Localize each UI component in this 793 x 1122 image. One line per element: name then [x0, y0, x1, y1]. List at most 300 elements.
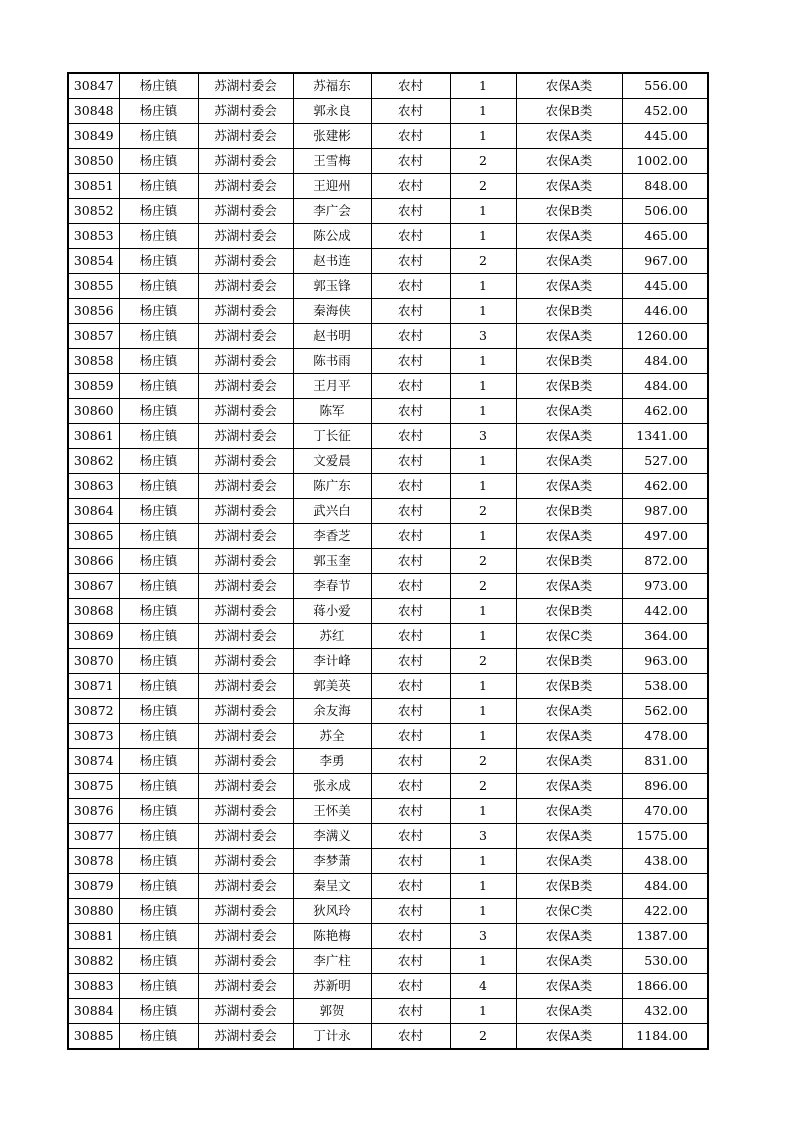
- cell-household-type: 农村: [371, 374, 450, 399]
- cell-id: 30857: [68, 324, 119, 349]
- cell-household-type: 农村: [371, 549, 450, 574]
- table-row: [68, 99, 708, 124]
- cell-village: 苏湖村委会: [198, 524, 293, 549]
- cell-name: 郭贺: [293, 999, 371, 1024]
- cell-category: 农保A类: [516, 974, 622, 999]
- cell-id: 30861: [68, 424, 119, 449]
- cell-village: 苏湖村委会: [198, 499, 293, 524]
- cell-name: 李计峰: [293, 649, 371, 674]
- table-row: [68, 949, 708, 974]
- cell-id: 30884: [68, 999, 119, 1024]
- cell-household-type: 农村: [371, 724, 450, 749]
- cell-household-type: 农村: [371, 274, 450, 299]
- cell-amount: 462.00: [622, 399, 708, 424]
- cell-id: 30881: [68, 924, 119, 949]
- table-row: [68, 774, 708, 799]
- cell-category: 农保A类: [516, 849, 622, 874]
- cell-category: 农保A类: [516, 324, 622, 349]
- cell-id: 30875: [68, 774, 119, 799]
- cell-town: 杨庄镇: [119, 949, 198, 974]
- table-row: [68, 149, 708, 174]
- cell-id: 30882: [68, 949, 119, 974]
- cell-id: 30868: [68, 599, 119, 624]
- cell-category: 农保A类: [516, 699, 622, 724]
- cell-amount: 478.00: [622, 724, 708, 749]
- cell-name: 苏全: [293, 724, 371, 749]
- cell-id: 30862: [68, 449, 119, 474]
- cell-amount: 445.00: [622, 274, 708, 299]
- cell-household-type: 农村: [371, 699, 450, 724]
- cell-village: 苏湖村委会: [198, 649, 293, 674]
- cell-town: 杨庄镇: [119, 324, 198, 349]
- cell-name: 陈军: [293, 399, 371, 424]
- cell-household-type: 农村: [371, 749, 450, 774]
- cell-category: 农保B类: [516, 374, 622, 399]
- cell-amount: 452.00: [622, 99, 708, 124]
- cell-town: 杨庄镇: [119, 474, 198, 499]
- cell-category: 农保A类: [516, 1024, 622, 1050]
- cell-village: 苏湖村委会: [198, 224, 293, 249]
- cell-village: 苏湖村委会: [198, 599, 293, 624]
- cell-count: 1: [450, 399, 516, 424]
- cell-id: 30873: [68, 724, 119, 749]
- cell-id: 30879: [68, 874, 119, 899]
- table-row: [68, 924, 708, 949]
- cell-town: 杨庄镇: [119, 624, 198, 649]
- cell-category: 农保C类: [516, 624, 622, 649]
- cell-household-type: 农村: [371, 924, 450, 949]
- cell-household-type: 农村: [371, 624, 450, 649]
- cell-village: 苏湖村委会: [198, 799, 293, 824]
- cell-amount: 530.00: [622, 949, 708, 974]
- cell-amount: 445.00: [622, 124, 708, 149]
- cell-count: 1: [450, 124, 516, 149]
- cell-village: 苏湖村委会: [198, 149, 293, 174]
- table-row: [68, 424, 708, 449]
- cell-id: 30872: [68, 699, 119, 724]
- cell-household-type: 农村: [371, 824, 450, 849]
- cell-household-type: 农村: [371, 174, 450, 199]
- cell-category: 农保A类: [516, 774, 622, 799]
- cell-id: 30871: [68, 674, 119, 699]
- cell-id: 30877: [68, 824, 119, 849]
- table-row: [68, 124, 708, 149]
- cell-id: 30863: [68, 474, 119, 499]
- cell-count: 1: [450, 374, 516, 399]
- cell-name: 武兴白: [293, 499, 371, 524]
- table-row: [68, 499, 708, 524]
- cell-count: 2: [450, 499, 516, 524]
- table-row: [68, 974, 708, 999]
- cell-category: 农保A类: [516, 399, 622, 424]
- cell-town: 杨庄镇: [119, 1024, 198, 1050]
- cell-category: 农保B类: [516, 874, 622, 899]
- cell-town: 杨庄镇: [119, 874, 198, 899]
- cell-id: 30848: [68, 99, 119, 124]
- cell-village: 苏湖村委会: [198, 374, 293, 399]
- cell-count: 1: [450, 99, 516, 124]
- cell-village: 苏湖村委会: [198, 999, 293, 1024]
- cell-town: 杨庄镇: [119, 599, 198, 624]
- cell-count: 1: [450, 999, 516, 1024]
- cell-household-type: 农村: [371, 499, 450, 524]
- cell-town: 杨庄镇: [119, 549, 198, 574]
- cell-town: 杨庄镇: [119, 424, 198, 449]
- cell-village: 苏湖村委会: [198, 249, 293, 274]
- cell-id: 30874: [68, 749, 119, 774]
- cell-household-type: 农村: [371, 199, 450, 224]
- cell-amount: 987.00: [622, 499, 708, 524]
- cell-amount: 1184.00: [622, 1024, 708, 1050]
- cell-id: 30870: [68, 649, 119, 674]
- table-row: [68, 574, 708, 599]
- cell-name: 蒋小爱: [293, 599, 371, 624]
- cell-town: 杨庄镇: [119, 449, 198, 474]
- cell-category: 农保C类: [516, 899, 622, 924]
- cell-category: 农保B类: [516, 649, 622, 674]
- cell-count: 2: [450, 549, 516, 574]
- table-row: [68, 249, 708, 274]
- cell-id: 30876: [68, 799, 119, 824]
- cell-name: 李春节: [293, 574, 371, 599]
- cell-amount: 963.00: [622, 649, 708, 674]
- cell-town: 杨庄镇: [119, 649, 198, 674]
- cell-town: 杨庄镇: [119, 349, 198, 374]
- cell-household-type: 农村: [371, 299, 450, 324]
- cell-name: 李香芝: [293, 524, 371, 549]
- cell-count: 3: [450, 324, 516, 349]
- cell-household-type: 农村: [371, 474, 450, 499]
- cell-category: 农保B类: [516, 499, 622, 524]
- cell-category: 农保A类: [516, 574, 622, 599]
- cell-town: 杨庄镇: [119, 999, 198, 1024]
- cell-town: 杨庄镇: [119, 524, 198, 549]
- cell-count: 2: [450, 749, 516, 774]
- cell-name: 赵书连: [293, 249, 371, 274]
- table-row: [68, 724, 708, 749]
- cell-id: 30885: [68, 1024, 119, 1050]
- cell-town: 杨庄镇: [119, 499, 198, 524]
- cell-count: 1: [450, 274, 516, 299]
- cell-village: 苏湖村委会: [198, 949, 293, 974]
- cell-village: 苏湖村委会: [198, 199, 293, 224]
- table-row: [68, 449, 708, 474]
- cell-category: 农保B类: [516, 674, 622, 699]
- cell-town: 杨庄镇: [119, 799, 198, 824]
- cell-count: 1: [450, 724, 516, 749]
- cell-village: 苏湖村委会: [198, 349, 293, 374]
- cell-village: 苏湖村委会: [198, 299, 293, 324]
- cell-id: 30855: [68, 274, 119, 299]
- cell-count: 2: [450, 649, 516, 674]
- cell-amount: 484.00: [622, 349, 708, 374]
- cell-name: 郭玉奎: [293, 549, 371, 574]
- cell-id: 30865: [68, 524, 119, 549]
- table-row: [68, 174, 708, 199]
- cell-count: 1: [450, 349, 516, 374]
- table-row: [68, 1024, 708, 1050]
- cell-town: 杨庄镇: [119, 974, 198, 999]
- cell-name: 丁计永: [293, 1024, 371, 1050]
- cell-amount: 1575.00: [622, 824, 708, 849]
- cell-id: 30864: [68, 499, 119, 524]
- cell-category: 农保A类: [516, 424, 622, 449]
- cell-id: 30860: [68, 399, 119, 424]
- table-row: [68, 224, 708, 249]
- cell-village: 苏湖村委会: [198, 624, 293, 649]
- cell-village: 苏湖村委会: [198, 824, 293, 849]
- cell-town: 杨庄镇: [119, 574, 198, 599]
- cell-town: 杨庄镇: [119, 749, 198, 774]
- cell-count: 1: [450, 699, 516, 724]
- cell-count: 1: [450, 474, 516, 499]
- cell-count: 1: [450, 899, 516, 924]
- cell-category: 农保A类: [516, 949, 622, 974]
- cell-household-type: 农村: [371, 73, 450, 99]
- cell-name: 赵书明: [293, 324, 371, 349]
- cell-name: 王迎州: [293, 174, 371, 199]
- cell-amount: 446.00: [622, 299, 708, 324]
- cell-category: 农保B类: [516, 549, 622, 574]
- cell-id: 30851: [68, 174, 119, 199]
- cell-amount: 438.00: [622, 849, 708, 874]
- cell-village: 苏湖村委会: [198, 974, 293, 999]
- cell-amount: 364.00: [622, 624, 708, 649]
- cell-village: 苏湖村委会: [198, 574, 293, 599]
- cell-amount: 470.00: [622, 799, 708, 824]
- cell-village: 苏湖村委会: [198, 749, 293, 774]
- cell-village: 苏湖村委会: [198, 474, 293, 499]
- cell-amount: 1002.00: [622, 149, 708, 174]
- cell-name: 张建彬: [293, 124, 371, 149]
- cell-village: 苏湖村委会: [198, 99, 293, 124]
- cell-category: 农保B类: [516, 199, 622, 224]
- cell-town: 杨庄镇: [119, 699, 198, 724]
- cell-category: 农保A类: [516, 474, 622, 499]
- cell-id: 30856: [68, 299, 119, 324]
- cell-count: 1: [450, 449, 516, 474]
- table-row: [68, 749, 708, 774]
- cell-category: 农保B类: [516, 99, 622, 124]
- cell-name: 李满义: [293, 824, 371, 849]
- cell-id: 30878: [68, 849, 119, 874]
- cell-id: 30858: [68, 349, 119, 374]
- table-row: [68, 624, 708, 649]
- cell-name: 王怀美: [293, 799, 371, 824]
- cell-count: 1: [450, 199, 516, 224]
- cell-count: 1: [450, 949, 516, 974]
- cell-village: 苏湖村委会: [198, 699, 293, 724]
- cell-name: 苏新明: [293, 974, 371, 999]
- cell-category: 农保A类: [516, 799, 622, 824]
- cell-village: 苏湖村委会: [198, 399, 293, 424]
- cell-household-type: 农村: [371, 249, 450, 274]
- cell-town: 杨庄镇: [119, 849, 198, 874]
- cell-name: 李梦萧: [293, 849, 371, 874]
- cell-category: 农保A类: [516, 749, 622, 774]
- cell-name: 李广会: [293, 199, 371, 224]
- table-row: [68, 549, 708, 574]
- cell-amount: 1866.00: [622, 974, 708, 999]
- cell-id: 30880: [68, 899, 119, 924]
- table-row: [68, 349, 708, 374]
- cell-household-type: 农村: [371, 324, 450, 349]
- table-row: [68, 999, 708, 1024]
- cell-category: 农保A类: [516, 124, 622, 149]
- cell-category: 农保A类: [516, 174, 622, 199]
- cell-count: 1: [450, 524, 516, 549]
- cell-town: 杨庄镇: [119, 249, 198, 274]
- cell-category: 农保A类: [516, 824, 622, 849]
- cell-name: 余友海: [293, 699, 371, 724]
- table-row: [68, 399, 708, 424]
- cell-id: 30859: [68, 374, 119, 399]
- cell-name: 王雪梅: [293, 149, 371, 174]
- table-row: [68, 73, 708, 99]
- cell-village: 苏湖村委会: [198, 174, 293, 199]
- cell-town: 杨庄镇: [119, 274, 198, 299]
- cell-count: 2: [450, 774, 516, 799]
- cell-count: 2: [450, 1024, 516, 1050]
- cell-count: 1: [450, 849, 516, 874]
- cell-household-type: 农村: [371, 399, 450, 424]
- cell-name: 丁长征: [293, 424, 371, 449]
- cell-name: 陈广东: [293, 474, 371, 499]
- cell-amount: 506.00: [622, 199, 708, 224]
- cell-village: 苏湖村委会: [198, 449, 293, 474]
- cell-name: 陈公成: [293, 224, 371, 249]
- cell-town: 杨庄镇: [119, 73, 198, 99]
- cell-household-type: 农村: [371, 224, 450, 249]
- table-row: [68, 299, 708, 324]
- cell-village: 苏湖村委会: [198, 549, 293, 574]
- cell-category: 农保A类: [516, 274, 622, 299]
- table-row: [68, 199, 708, 224]
- cell-count: 2: [450, 174, 516, 199]
- cell-household-type: 农村: [371, 599, 450, 624]
- cell-name: 苏福东: [293, 73, 371, 99]
- cell-amount: 556.00: [622, 73, 708, 99]
- cell-name: 郭玉锋: [293, 274, 371, 299]
- cell-count: 1: [450, 874, 516, 899]
- cell-town: 杨庄镇: [119, 374, 198, 399]
- cell-village: 苏湖村委会: [198, 124, 293, 149]
- cell-village: 苏湖村委会: [198, 724, 293, 749]
- table-row: [68, 899, 708, 924]
- cell-name: 文爱晨: [293, 449, 371, 474]
- cell-id: 30853: [68, 224, 119, 249]
- table-row: [68, 674, 708, 699]
- cell-town: 杨庄镇: [119, 774, 198, 799]
- cell-category: 农保A类: [516, 224, 622, 249]
- cell-village: 苏湖村委会: [198, 1024, 293, 1050]
- cell-village: 苏湖村委会: [198, 73, 293, 99]
- cell-count: 1: [450, 799, 516, 824]
- cell-town: 杨庄镇: [119, 199, 198, 224]
- cell-household-type: 农村: [371, 974, 450, 999]
- cell-name: 王月平: [293, 374, 371, 399]
- cell-count: 2: [450, 149, 516, 174]
- cell-household-type: 农村: [371, 874, 450, 899]
- cell-amount: 1387.00: [622, 924, 708, 949]
- cell-town: 杨庄镇: [119, 174, 198, 199]
- cell-count: 1: [450, 73, 516, 99]
- cell-name: 李广柱: [293, 949, 371, 974]
- cell-household-type: 农村: [371, 799, 450, 824]
- cell-village: 苏湖村委会: [198, 774, 293, 799]
- cell-amount: 497.00: [622, 524, 708, 549]
- cell-household-type: 农村: [371, 999, 450, 1024]
- cell-count: 1: [450, 299, 516, 324]
- cell-village: 苏湖村委会: [198, 874, 293, 899]
- cell-category: 农保A类: [516, 73, 622, 99]
- cell-household-type: 农村: [371, 899, 450, 924]
- cell-id: 30883: [68, 974, 119, 999]
- cell-amount: 967.00: [622, 249, 708, 274]
- table-row: [68, 374, 708, 399]
- cell-amount: 1260.00: [622, 324, 708, 349]
- cell-name: 陈书雨: [293, 349, 371, 374]
- cell-category: 农保B类: [516, 349, 622, 374]
- cell-id: 30869: [68, 624, 119, 649]
- cell-town: 杨庄镇: [119, 99, 198, 124]
- cell-count: 1: [450, 624, 516, 649]
- table-row: [68, 824, 708, 849]
- cell-name: 李勇: [293, 749, 371, 774]
- cell-town: 杨庄镇: [119, 124, 198, 149]
- records-table: [67, 72, 709, 1050]
- cell-name: 郭美英: [293, 674, 371, 699]
- cell-village: 苏湖村委会: [198, 674, 293, 699]
- table-row: [68, 799, 708, 824]
- cell-amount: 432.00: [622, 999, 708, 1024]
- cell-household-type: 农村: [371, 574, 450, 599]
- cell-amount: 484.00: [622, 874, 708, 899]
- cell-name: 秦海侠: [293, 299, 371, 324]
- records-table-body: [68, 73, 708, 1049]
- cell-category: 农保B类: [516, 299, 622, 324]
- cell-amount: 422.00: [622, 899, 708, 924]
- cell-town: 杨庄镇: [119, 899, 198, 924]
- table-row: [68, 274, 708, 299]
- cell-amount: 562.00: [622, 699, 708, 724]
- cell-town: 杨庄镇: [119, 924, 198, 949]
- cell-name: 秦呈文: [293, 874, 371, 899]
- cell-household-type: 农村: [371, 524, 450, 549]
- cell-village: 苏湖村委会: [198, 899, 293, 924]
- cell-name: 郭永良: [293, 99, 371, 124]
- cell-amount: 462.00: [622, 474, 708, 499]
- cell-count: 1: [450, 674, 516, 699]
- table-row: [68, 324, 708, 349]
- cell-count: 3: [450, 924, 516, 949]
- cell-amount: 1341.00: [622, 424, 708, 449]
- cell-amount: 484.00: [622, 374, 708, 399]
- cell-household-type: 农村: [371, 149, 450, 174]
- table-row: [68, 849, 708, 874]
- cell-category: 农保A类: [516, 524, 622, 549]
- table-row: [68, 649, 708, 674]
- cell-household-type: 农村: [371, 849, 450, 874]
- cell-household-type: 农村: [371, 949, 450, 974]
- table-row: [68, 474, 708, 499]
- cell-amount: 527.00: [622, 449, 708, 474]
- cell-town: 杨庄镇: [119, 224, 198, 249]
- cell-amount: 831.00: [622, 749, 708, 774]
- cell-village: 苏湖村委会: [198, 924, 293, 949]
- cell-village: 苏湖村委会: [198, 849, 293, 874]
- cell-household-type: 农村: [371, 124, 450, 149]
